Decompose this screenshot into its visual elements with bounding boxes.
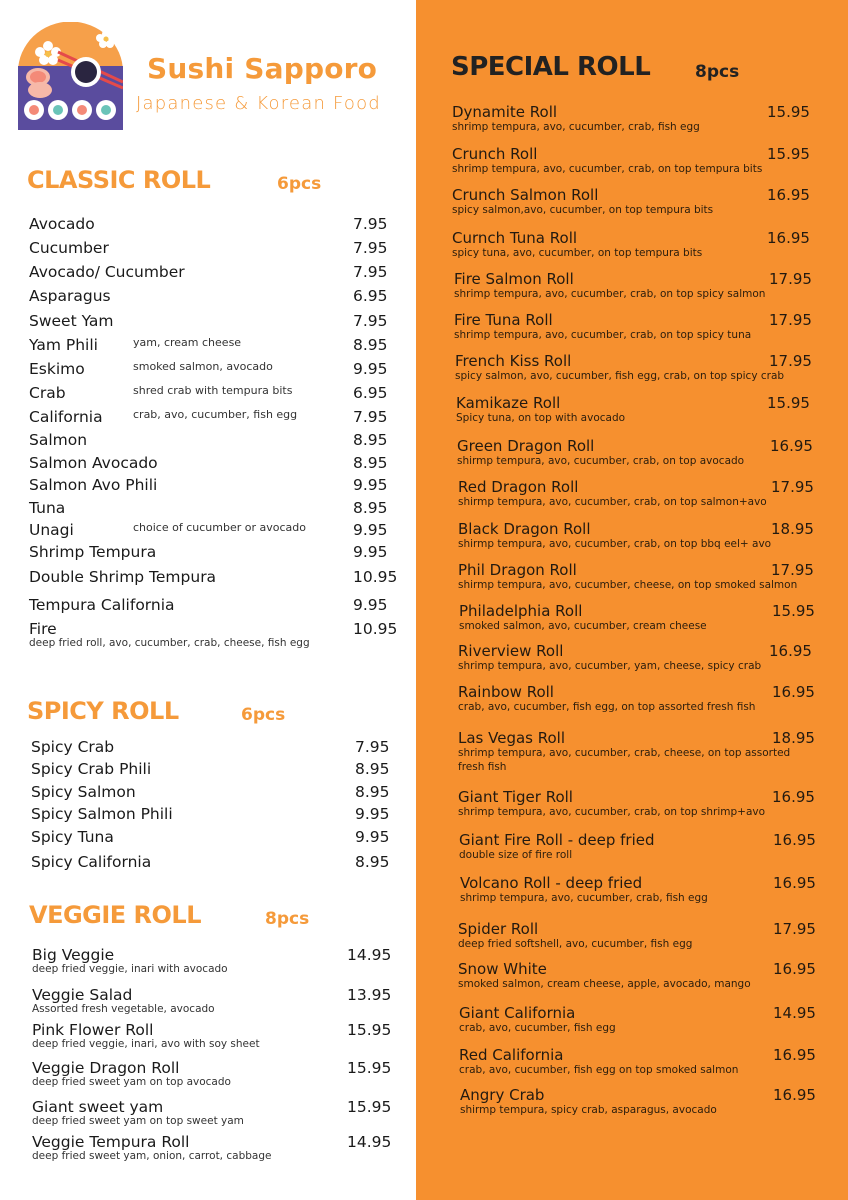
item-price: 15.95 — [347, 1098, 392, 1116]
item-price: 16.95 — [769, 642, 812, 660]
item-description: shrimp tempura, avo, cucumber, crab, fish egg — [452, 121, 700, 133]
veggie-roll-item — [32, 1133, 392, 1162]
veggie-roll-pcs: 8pcs — [265, 909, 310, 929]
special-roll-item — [452, 145, 810, 177]
item-name: Las Vegas Roll — [458, 729, 566, 747]
special-roll-item — [460, 1086, 816, 1118]
item-description: shrimp tempura, avo, cucumber, crab, on top spicy tuna — [454, 329, 752, 341]
special-roll-item — [458, 520, 814, 552]
item-price: 7.95 — [353, 263, 388, 281]
item-name: Angry Crab — [460, 1086, 545, 1104]
item-name: Green Dragon Roll — [457, 437, 595, 455]
classic-roll-item — [29, 408, 388, 426]
item-name: Veggie Salad — [32, 986, 133, 1004]
special-roll-item — [458, 561, 814, 593]
item-price: 7.95 — [355, 738, 390, 756]
veggie-roll-item — [32, 1021, 392, 1050]
item-description: deep fried roll, avo, cucumber, crab, cheese, fish egg — [29, 637, 310, 649]
item-description: spicy salmon,avo, cucumber, on top tempura bits — [452, 204, 714, 216]
item-name: Black Dragon Roll — [458, 520, 591, 538]
item-name: Veggie Tempura Roll — [32, 1133, 190, 1151]
item-name: Giant Tiger Roll — [458, 788, 573, 806]
item-price: 16.95 — [773, 874, 816, 892]
item-name: Crunch Salmon Roll — [452, 186, 599, 204]
veggie-roll-item — [32, 946, 392, 975]
item-name: Phil Dragon Roll — [458, 561, 577, 579]
item-description: deep fried sweet yam, onion, carrot, cabbage — [32, 1150, 272, 1162]
item-price: 16.95 — [773, 1046, 816, 1064]
item-description: smoked salmon, cream cheese, apple, avocado, mango — [458, 978, 751, 990]
item-price: 8.95 — [355, 783, 390, 801]
item-name: Sweet Yam — [29, 312, 114, 330]
item-price: 8.95 — [355, 760, 390, 778]
special-roll-item — [456, 394, 810, 426]
veggie-roll-item — [32, 1098, 392, 1127]
item-price: 14.95 — [773, 1004, 816, 1022]
classic-roll-item — [29, 431, 388, 449]
item-name: Tempura California — [29, 596, 175, 614]
item-price: 9.95 — [353, 543, 388, 561]
item-name: Crab — [29, 384, 66, 402]
item-name: Rainbow Roll — [458, 683, 554, 701]
classic-roll-item — [29, 596, 388, 614]
special-roll-item — [457, 437, 813, 469]
item-description: shirmp tempura, avo, cucumber, crab, on top salmon+avo — [458, 496, 767, 508]
item-name: Snow White — [458, 960, 547, 978]
item-price: 7.95 — [353, 215, 388, 233]
classic-roll-item — [29, 336, 388, 354]
veggie-roll-item — [32, 986, 392, 1015]
item-name: Tuna — [29, 499, 66, 517]
classic-roll-item — [29, 454, 388, 472]
special-roll-item — [452, 186, 810, 218]
item-name: Red Dragon Roll — [458, 478, 579, 496]
item-description: crab, avo, cucumber, fish egg — [459, 1022, 616, 1034]
item-price: 6.95 — [353, 287, 388, 305]
special-roll-pcs: 8pcs — [695, 62, 740, 82]
item-price: 17.95 — [773, 920, 816, 938]
item-price: 16.95 — [773, 960, 816, 978]
item-description: smoked salmon, avo, cucumber, cream cheese — [459, 620, 707, 632]
item-name: Eskimo — [29, 360, 85, 378]
item-name: Riverview Roll — [458, 642, 564, 660]
item-name: Spicy Salmon — [31, 783, 136, 801]
special-roll-item — [452, 103, 810, 135]
spicy-roll-item — [31, 828, 390, 846]
item-price: 15.95 — [767, 103, 810, 121]
special-roll-item — [458, 960, 816, 992]
special-roll-item — [454, 270, 812, 302]
item-price: 15.95 — [772, 602, 815, 620]
item-description: deep fried softshell, avo, cucumber, fish egg — [458, 938, 693, 950]
special-roll-item — [458, 683, 815, 715]
item-price: 6.95 — [353, 384, 388, 402]
item-name: Fire Tuna Roll — [454, 311, 553, 329]
classic-roll-item — [29, 287, 388, 305]
item-description: shred crab with tempura bits — [133, 384, 293, 397]
item-price: 9.95 — [355, 828, 390, 846]
item-name: Yam Phili — [29, 336, 98, 354]
classic-roll-item — [29, 543, 388, 561]
item-name: Crunch Roll — [452, 145, 538, 163]
item-price: 13.95 — [347, 986, 392, 1004]
classic-roll-pcs: 6pcs — [277, 174, 322, 194]
item-price: 9.95 — [353, 521, 388, 539]
classic-roll-item — [29, 568, 398, 586]
item-price: 16.95 — [767, 186, 810, 204]
item-price: 14.95 — [347, 946, 392, 964]
item-name: Asparagus — [29, 287, 111, 305]
item-name: Unagi — [29, 521, 74, 539]
item-description: shrimp tempura, avo, cucumber, crab, on top shrimp+avo — [458, 806, 766, 818]
item-description: shirmp tempura, avo, cucumber, crab, on top bbq eel+ avo — [458, 538, 772, 550]
item-description: crab, avo, cucumber, fish egg on top smoked salmon — [459, 1064, 739, 1076]
item-price: 9.95 — [353, 596, 388, 614]
item-price: 10.95 — [353, 620, 398, 638]
item-name: Philadelphia Roll — [459, 602, 583, 620]
classic-roll-item — [29, 521, 388, 539]
special-roll-item — [459, 1004, 816, 1036]
item-price: 8.95 — [353, 431, 388, 449]
item-description: shirmp tempura, avo, cucumber, cheese, on top smoked salmon — [458, 579, 798, 591]
item-name: Salmon — [29, 431, 88, 449]
item-price: 7.95 — [353, 408, 388, 426]
item-price: 18.95 — [771, 520, 814, 538]
special-roll-item — [458, 478, 814, 510]
item-name: California — [29, 408, 103, 426]
item-price: 8.95 — [355, 853, 390, 871]
special-roll-item — [458, 642, 812, 674]
item-name: Shrimp Tempura — [29, 543, 157, 561]
item-name: Kamikaze Roll — [456, 394, 561, 412]
item-name: Fire — [29, 620, 57, 638]
item-name: Salmon Avo Phili — [29, 476, 158, 494]
item-name: Giant California — [459, 1004, 576, 1022]
item-name: Spicy Tuna — [31, 828, 114, 846]
item-description: deep fried veggie, inari, avo with soy sheet — [32, 1038, 260, 1050]
item-price: 16.95 — [773, 831, 816, 849]
veggie-roll-heading: VEGGIE ROLL — [29, 901, 202, 929]
classic-roll-item — [29, 620, 398, 649]
special-roll-item — [459, 831, 816, 863]
item-description: shrimp tempura, avo, cucumber, crab, on top tempura bits — [452, 163, 763, 175]
item-price: 17.95 — [771, 561, 814, 579]
item-name: French Kiss Roll — [455, 352, 572, 370]
classic-roll-item — [29, 384, 388, 402]
classic-roll-item — [29, 476, 388, 494]
item-name: Spicy California — [31, 853, 152, 871]
classic-roll-item — [29, 215, 388, 233]
spicy-roll-item — [31, 760, 390, 778]
item-price: 17.95 — [769, 352, 812, 370]
special-roll-item — [458, 729, 815, 775]
item-price: 9.95 — [353, 360, 388, 378]
item-name: Curnch Tuna Roll — [452, 229, 578, 247]
item-name: Volcano Roll - deep fried — [460, 874, 643, 892]
spicy-roll-pcs: 6pcs — [241, 705, 286, 725]
item-price: 9.95 — [355, 805, 390, 823]
special-roll-item — [458, 920, 816, 952]
item-description: shrimp tempura, avo, cucumber, yam, cheese, spicy crab — [458, 660, 762, 672]
item-price: 10.95 — [353, 568, 398, 586]
item-name: Cucumber — [29, 239, 109, 257]
item-description: crab, avo, cucumber, fish egg, on top assorted fresh fish — [458, 701, 756, 713]
item-price: 15.95 — [347, 1059, 392, 1077]
special-roll-item — [454, 311, 812, 343]
item-price: 17.95 — [771, 478, 814, 496]
spicy-roll-item — [31, 853, 390, 871]
item-price: 17.95 — [769, 311, 812, 329]
item-name: Giant sweet yam — [32, 1098, 164, 1116]
brand-name: Sushi Sapporo — [147, 52, 378, 85]
item-description: shrimp tempura, avo, cucumber, crab, fish egg — [460, 892, 708, 904]
item-name: Giant Fire Roll - deep fried — [459, 831, 655, 849]
item-price: 14.95 — [347, 1133, 392, 1151]
special-roll-item — [458, 788, 815, 820]
special-roll-item — [455, 352, 812, 384]
item-name: Avocado — [29, 215, 95, 233]
item-name: Red California — [459, 1046, 564, 1064]
item-name: Spicy Crab Phili — [31, 760, 152, 778]
item-price: 8.95 — [353, 336, 388, 354]
item-description: spicy salmon, avo, cucumber, fish egg, crab, on top spicy crab — [455, 370, 785, 382]
spicy-roll-item — [31, 805, 390, 823]
item-price: 16.95 — [772, 788, 815, 806]
item-description: shrimp tempura, avo, cucumber, crab, on top spicy salmon — [454, 288, 766, 300]
classic-roll-item — [29, 263, 388, 281]
classic-roll-heading: CLASSIC ROLL — [27, 166, 211, 194]
item-description: deep fried sweet yam on top sweet yam — [32, 1115, 244, 1127]
item-price: 8.95 — [353, 454, 388, 472]
item-name: Dynamite Roll — [452, 103, 558, 121]
item-name: Avocado/ Cucumber — [29, 263, 185, 281]
item-price: 7.95 — [353, 312, 388, 330]
item-name: Salmon Avocado — [29, 454, 158, 472]
item-price: 9.95 — [353, 476, 388, 494]
item-price: 16.95 — [770, 437, 813, 455]
item-price: 8.95 — [353, 499, 388, 517]
special-roll-item — [460, 874, 816, 906]
special-roll-heading: SPECIAL ROLL — [451, 52, 651, 82]
item-description: fresh fish — [458, 761, 507, 773]
classic-roll-item — [29, 499, 388, 517]
item-name: Pink Flower Roll — [32, 1021, 154, 1039]
spicy-roll-item — [31, 738, 390, 756]
item-description: crab, avo, cucumber, fish egg — [133, 408, 298, 421]
special-roll-item — [452, 229, 810, 261]
item-price: 18.95 — [772, 729, 815, 747]
item-price: 7.95 — [353, 239, 388, 257]
item-description: deep fried sweet yam on top avocado — [32, 1076, 231, 1088]
item-name: Fire Salmon Roll — [454, 270, 574, 288]
spicy-roll-heading: SPICY ROLL — [27, 697, 179, 725]
item-description: Spicy tuna, on top with avocado — [456, 412, 626, 424]
item-name: Big Veggie — [32, 946, 115, 964]
veggie-roll-item — [32, 1059, 392, 1088]
special-roll-item — [459, 602, 815, 634]
classic-roll-item — [29, 312, 388, 330]
item-name: Spider Roll — [458, 920, 539, 938]
item-name: Spicy Salmon Phili — [31, 805, 173, 823]
item-name: Spicy Crab — [31, 738, 115, 756]
item-description: yam, cream cheese — [133, 336, 242, 349]
item-price: 15.95 — [347, 1021, 392, 1039]
item-description: shrimp tempura, avo, cucumber, crab, cheese, on top assorted — [458, 747, 791, 759]
item-description: double size of fire roll — [459, 849, 573, 861]
item-description: choice of cucumber or avocado — [133, 521, 306, 534]
item-description: shirmp tempura, spicy crab, asparagus, avocado — [460, 1104, 717, 1116]
classic-roll-item — [29, 239, 388, 257]
item-price: 15.95 — [767, 145, 810, 163]
item-description: spicy tuna, avo, cucumber, on top tempura bits — [452, 247, 703, 259]
item-description: deep fried veggie, inari with avocado — [32, 963, 228, 975]
item-price: 16.95 — [767, 229, 810, 247]
item-name: Veggie Dragon Roll — [32, 1059, 180, 1077]
item-price: 15.95 — [767, 394, 810, 412]
item-description: Assorted fresh vegetable, avocado — [32, 1003, 215, 1015]
item-price: 17.95 — [769, 270, 812, 288]
classic-roll-item — [29, 360, 388, 378]
spicy-roll-item — [31, 783, 390, 801]
item-name: Double Shrimp Tempura — [29, 568, 217, 586]
special-roll-item — [459, 1046, 816, 1078]
item-price: 16.95 — [773, 1086, 816, 1104]
item-description: smoked salmon, avocado — [133, 360, 273, 373]
brand-tagline: Japanese & Korean Food — [136, 93, 381, 114]
item-description: shirmp tempura, avo, cucumber, crab, on top avocado — [457, 455, 745, 467]
sushi-logo-icon — [18, 22, 123, 130]
item-price: 16.95 — [772, 683, 815, 701]
